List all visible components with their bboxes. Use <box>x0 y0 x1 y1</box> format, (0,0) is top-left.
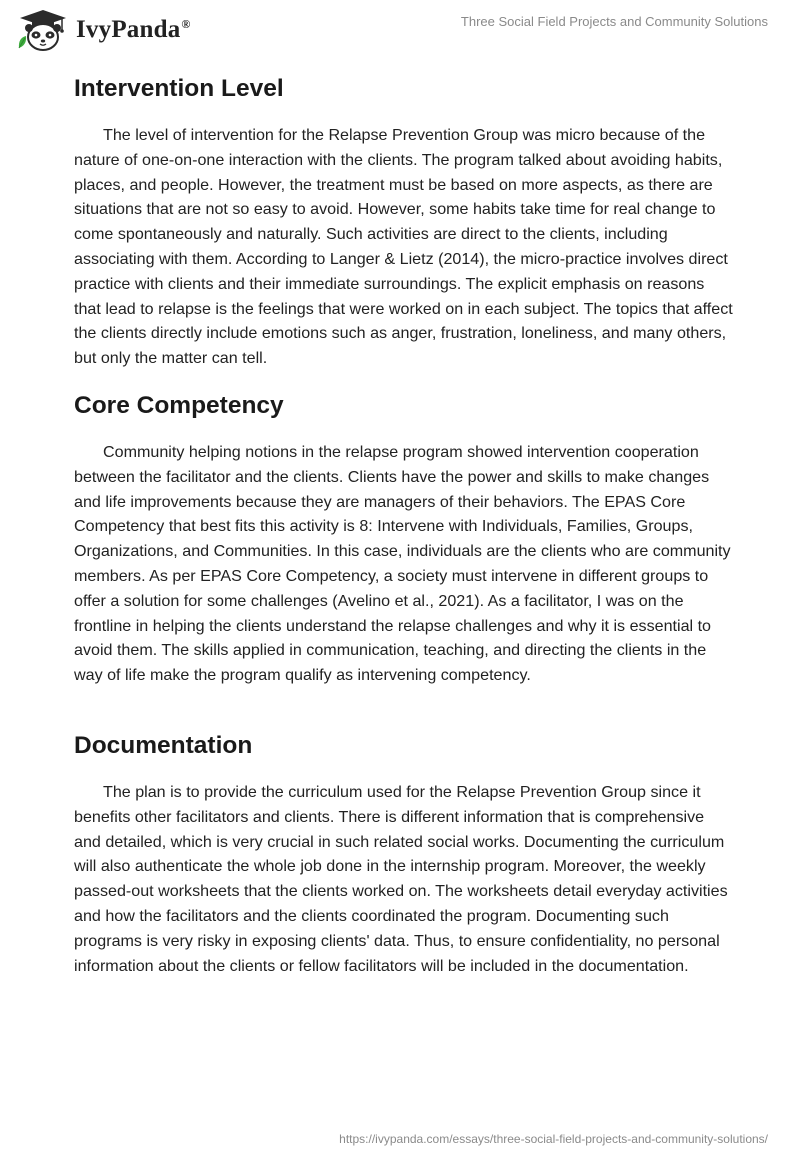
section-documentation <box>74 729 734 978</box>
section-paragraph: The level of intervention for the Relapse Prevention Group was micro because of the nature of one-on-one interaction with the clients. The program talked about avoiding habits, places, and people. However, the treatment must be based on more aspects, as there are situations that are not so easy to avoid. However, some habits take time for real change to come spontaneously and naturally. Such activities are direct to the clients, including associating with them. According to Langer & Lietz (2014), the micro-practice involves direct practice with clients and their immediate surroundings. The explicit emphasis on reasons that lead to relapse is the feelings that were worked on in each subject. The topics that affect the clients directly include emotions such as anger, frustration, loneliness, and many others, but only the matter can tell. <box>74 126 733 368</box>
brand-name: IvyPanda® <box>76 16 191 43</box>
section-paragraph: Community helping notions in the relapse program showed intervention cooperation between the facilitator and the clients. Clients have the power and skills to make changes and life improvements because they are managers of their behaviors. The EPAS Core Competency that best fits this activity is 8: Intervene with Individuals, Families, Groups, Organizations, and Communities. In this case, individuals are the clients who are community members. As per EPAS Core Competency, a society must intervene in different groups to offer a solution for some challenges (Avelino et al., 2021). As a facilitator, I was on the frontline in helping the clients understand the relapse challenges and why it is essential to avoid them. The skills applied in communication, teaching, and directing the clients in the way of life make the program qualify as intervening competency. <box>74 443 731 685</box>
section-core-competency <box>74 389 734 688</box>
panda-mascot-icon <box>16 8 70 52</box>
section-heading: Intervention Level <box>74 75 284 102</box>
section-intervention-level <box>74 72 734 371</box>
section-heading: Documentation <box>74 732 253 759</box>
ivypanda-logo[interactable] <box>16 8 191 52</box>
section-paragraph: The plan is to provide the curriculum used for the Relapse Prevention Group since it benefits other facilitators and clients. There is different information that is comprehensive and detailed, which is very crucial in such related social works. Documenting the curriculum will also authenticate the whole job done in the internship program. Moreover, the weekly passed-out worksheets that the clients worked on. The worksheets detail everyday activities and how the facilitators and the clients coordinated the program. Documenting such programs is very risky in exposing clients' data. Thus, to ensure confidentiality, no personal information about the clients or fellow facilitators will be included in the documentation. <box>74 783 728 975</box>
document-title: Three Social Field Projects and Community Solutions <box>460 14 768 29</box>
source-url-link[interactable]: https://ivypanda.com/essays/three-social-field-projects-and-community-solutions/ <box>339 1132 768 1146</box>
section-heading: Core Competency <box>74 392 284 419</box>
page-header <box>0 0 800 64</box>
